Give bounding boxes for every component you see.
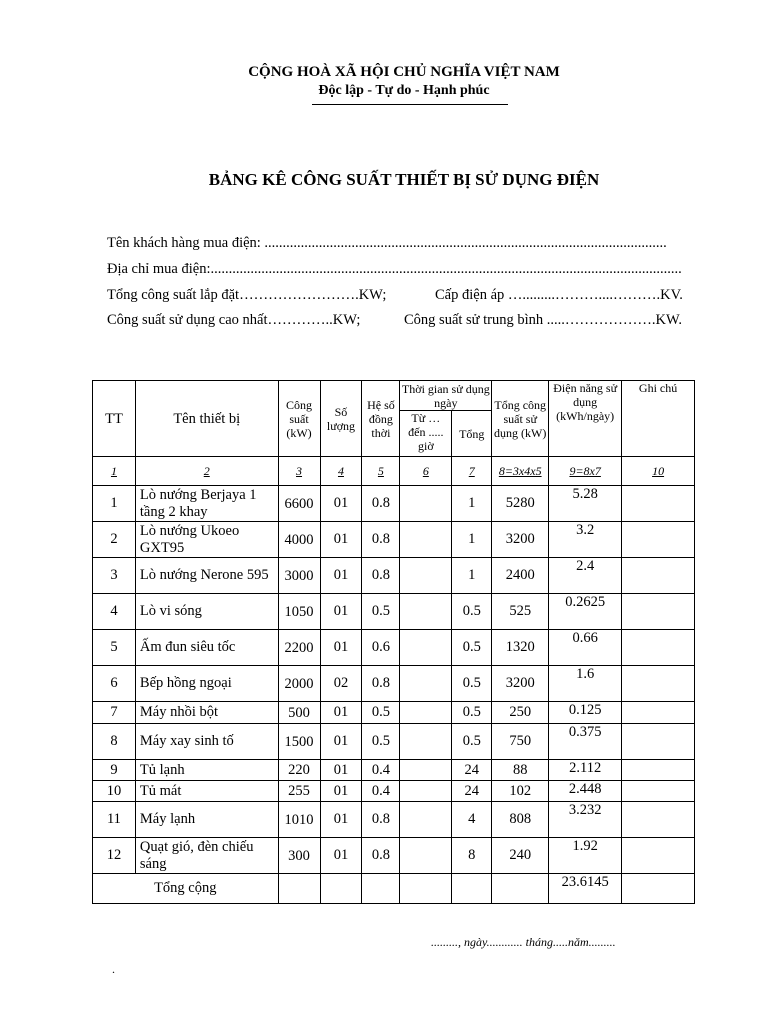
col-number: 10 <box>622 457 695 486</box>
cell-name: Bếp hồng ngoại <box>135 666 278 702</box>
cell-power: 2200 <box>278 630 320 666</box>
cell-energy: 0.2625 <box>549 594 622 630</box>
cell-coef: 0.4 <box>362 760 400 781</box>
header-time-total: Tổng <box>452 411 492 457</box>
cell-power: 1010 <box>278 802 320 838</box>
cell-note <box>622 630 695 666</box>
cell-qty: 01 <box>320 558 362 594</box>
cell-note <box>622 838 695 874</box>
cell-name: Lò nướng Berjaya 1 tầng 2 khay <box>135 486 278 522</box>
cell-hours: 0.5 <box>452 724 492 760</box>
cell-energy: 3.2 <box>549 522 622 558</box>
col-number: 9=8x7 <box>549 457 622 486</box>
col-number: 1 <box>93 457 136 486</box>
table-row <box>93 486 695 522</box>
cell-tt: 3 <box>93 558 136 594</box>
total-cell <box>452 874 492 904</box>
cell-tt: 4 <box>93 594 136 630</box>
header-coef: Hệ số đồng thời <box>362 381 400 457</box>
cell-time-range <box>400 630 452 666</box>
cell-note <box>622 522 695 558</box>
cell-name: Máy lạnh <box>135 802 278 838</box>
cell-qty: 01 <box>320 724 362 760</box>
cell-coef: 0.8 <box>362 666 400 702</box>
cell-hours: 1 <box>452 486 492 522</box>
cell-total-power: 3200 <box>492 666 549 702</box>
cell-coef: 0.6 <box>362 630 400 666</box>
cell-time-range <box>400 666 452 702</box>
cell-coef: 0.8 <box>362 522 400 558</box>
cell-tt: 7 <box>93 702 136 724</box>
motto: Độc lập - Tự do - Hạnh phúc <box>318 83 490 98</box>
cell-energy: 3.232 <box>549 802 622 838</box>
cell-hours: 1 <box>452 558 492 594</box>
cell-hours: 0.5 <box>452 630 492 666</box>
cell-energy: 2.4 <box>549 558 622 594</box>
cell-coef: 0.8 <box>362 802 400 838</box>
col-number: 2 <box>135 457 278 486</box>
total-row <box>93 874 695 904</box>
cell-coef: 0.8 <box>362 486 400 522</box>
col-number: 8=3x4x5 <box>492 457 549 486</box>
table-row <box>93 630 695 666</box>
cell-name: Quạt gió, đèn chiếu sáng <box>135 838 278 874</box>
cell-coef: 0.5 <box>362 594 400 630</box>
cell-qty: 01 <box>320 760 362 781</box>
header-energy: Điện năng sử dụng (kWh/ngày) <box>549 381 622 457</box>
table-row <box>93 802 695 838</box>
nation-header: CỘNG HOÀ XÃ HỘI CHỦ NGHĨA VIỆT NAM <box>248 64 560 80</box>
installed-power: Tổng công suất lắp đặt…………………….KW; <box>107 287 387 303</box>
cell-power: 1050 <box>278 594 320 630</box>
cell-hours: 0.5 <box>452 594 492 630</box>
cell-time-range <box>400 781 452 802</box>
cell-qty: 01 <box>320 630 362 666</box>
cell-name: Máy xay sinh tố <box>135 724 278 760</box>
cell-energy: 1.6 <box>549 666 622 702</box>
cell-energy: 2.448 <box>549 781 622 802</box>
customer-name-line: Tên khách hàng mua điện: ............................................................................................................... <box>107 235 667 251</box>
table-row <box>93 522 695 558</box>
avg-used-power: Công suất sử trung bình .....……………….KW. <box>404 312 682 328</box>
header-name: Tên thiết bị <box>135 381 278 457</box>
cell-energy: 0.125 <box>549 702 622 724</box>
cell-total-power: 102 <box>492 781 549 802</box>
cell-name: Lò vi sóng <box>135 594 278 630</box>
cell-total-power: 250 <box>492 702 549 724</box>
col-number: 5 <box>362 457 400 486</box>
total-label: Tổng cộng <box>93 874 279 904</box>
total-cell <box>320 874 362 904</box>
cell-total-power: 525 <box>492 594 549 630</box>
total-cell <box>362 874 400 904</box>
cell-name: Ấm đun siêu tốc <box>135 630 278 666</box>
cell-note <box>622 594 695 630</box>
header-time-group: Thời gian sử dụng ngày <box>401 381 490 410</box>
cell-note <box>622 558 695 594</box>
total-cell <box>278 874 320 904</box>
total-cell <box>622 874 695 904</box>
cell-name: Lò nướng Nerone 595 <box>135 558 278 594</box>
cell-hours: 4 <box>452 802 492 838</box>
table-row <box>93 724 695 760</box>
table-row <box>93 594 695 630</box>
cell-note <box>622 702 695 724</box>
total-energy: 23.6145 <box>549 874 622 904</box>
cell-tt: 6 <box>93 666 136 702</box>
cell-total-power: 88 <box>492 760 549 781</box>
cell-note <box>622 760 695 781</box>
cell-qty: 01 <box>320 802 362 838</box>
cell-total-power: 1320 <box>492 630 549 666</box>
cell-hours: 0.5 <box>452 666 492 702</box>
cell-total-power: 2400 <box>492 558 549 594</box>
header-power: Công suất (kW) <box>278 381 320 457</box>
cell-power: 1500 <box>278 724 320 760</box>
table-row <box>93 760 695 781</box>
cell-time-range <box>400 702 452 724</box>
cell-time-range <box>400 802 452 838</box>
cell-tt: 11 <box>93 802 136 838</box>
cell-time-range <box>400 486 452 522</box>
cell-total-power: 750 <box>492 724 549 760</box>
cell-note <box>622 486 695 522</box>
cell-power: 220 <box>278 760 320 781</box>
cell-time-range <box>400 558 452 594</box>
cell-qty: 01 <box>320 838 362 874</box>
cell-energy: 1.92 <box>549 838 622 874</box>
cell-energy: 2.112 <box>549 760 622 781</box>
cell-energy: 0.66 <box>549 630 622 666</box>
col-number: 3 <box>278 457 320 486</box>
table-row <box>93 558 695 594</box>
col-number: 6 <box>400 457 452 486</box>
cell-power: 500 <box>278 702 320 724</box>
motto-underline <box>312 104 508 105</box>
total-cell <box>400 874 452 904</box>
cell-qty: 01 <box>320 594 362 630</box>
cell-tt: 9 <box>93 760 136 781</box>
cell-tt: 2 <box>93 522 136 558</box>
cell-power: 300 <box>278 838 320 874</box>
device-table <box>92 380 695 904</box>
cell-coef: 0.5 <box>362 702 400 724</box>
cell-hours: 0.5 <box>452 702 492 724</box>
cell-tt: 12 <box>93 838 136 874</box>
cell-power: 4000 <box>278 522 320 558</box>
cell-note <box>622 666 695 702</box>
cell-coef: 0.4 <box>362 781 400 802</box>
cell-total-power: 240 <box>492 838 549 874</box>
date-line: ........., ngày............ tháng.....năm......... <box>431 935 616 949</box>
table-row <box>93 838 695 874</box>
table-row <box>93 666 695 702</box>
cell-tt: 1 <box>93 486 136 522</box>
cell-qty: 01 <box>320 702 362 724</box>
cell-power: 3000 <box>278 558 320 594</box>
installed-power-line <box>107 287 697 304</box>
cell-hours: 24 <box>452 781 492 802</box>
cell-time-range <box>400 724 452 760</box>
address-line: Địa chỉ mua điện:.................................................................................................................................. <box>107 261 682 277</box>
col-number: 7 <box>452 457 492 486</box>
header-note: Ghi chú <box>622 381 695 457</box>
cell-qty: 01 <box>320 522 362 558</box>
column-number-row <box>93 457 695 486</box>
cell-time-range <box>400 838 452 874</box>
table-row <box>93 781 695 802</box>
cell-name: Tủ mát <box>135 781 278 802</box>
cell-power: 255 <box>278 781 320 802</box>
cell-time-range <box>400 522 452 558</box>
cell-total-power: 5280 <box>492 486 549 522</box>
cell-time-range <box>400 760 452 781</box>
cell-total-power: 3200 <box>492 522 549 558</box>
document-title: BẢNG KÊ CÔNG SUẤT THIẾT BỊ SỬ DỤNG ĐIỆN <box>208 170 600 189</box>
total-cell <box>492 874 549 904</box>
cell-coef: 0.8 <box>362 838 400 874</box>
cell-power: 2000 <box>278 666 320 702</box>
table-row <box>93 702 695 724</box>
header-qty: Số lượng <box>320 381 362 457</box>
header-time-range: Từ … đến ..... giờ <box>400 411 452 457</box>
stray-dot: . <box>112 962 115 976</box>
cell-note <box>622 781 695 802</box>
header-tt: TT <box>93 381 136 457</box>
cell-note <box>622 724 695 760</box>
cell-name: Máy nhồi bột <box>135 702 278 724</box>
cell-qty: 01 <box>320 486 362 522</box>
cell-name: Tủ lạnh <box>135 760 278 781</box>
col-number: 4 <box>320 457 362 486</box>
cell-name: Lò nướng Ukoeo GXT95 <box>135 522 278 558</box>
header-total-power: Tổng công suất sử dụng (kW) <box>492 381 549 457</box>
cell-hours: 1 <box>452 522 492 558</box>
cell-tt: 8 <box>93 724 136 760</box>
cell-hours: 24 <box>452 760 492 781</box>
cell-energy: 5.28 <box>549 486 622 522</box>
cell-energy: 0.375 <box>549 724 622 760</box>
cell-qty: 01 <box>320 781 362 802</box>
cell-tt: 10 <box>93 781 136 802</box>
max-used-power: Công suất sử dụng cao nhất…………..KW; <box>107 312 361 328</box>
voltage-level: Cấp điện áp ….........………....……….KV. <box>435 287 683 303</box>
cell-coef: 0.8 <box>362 558 400 594</box>
cell-note <box>622 802 695 838</box>
cell-hours: 8 <box>452 838 492 874</box>
cell-tt: 5 <box>93 630 136 666</box>
cell-coef: 0.5 <box>362 724 400 760</box>
cell-qty: 02 <box>320 666 362 702</box>
used-power-line <box>107 312 697 329</box>
cell-total-power: 808 <box>492 802 549 838</box>
cell-time-range <box>400 594 452 630</box>
cell-power: 6600 <box>278 486 320 522</box>
